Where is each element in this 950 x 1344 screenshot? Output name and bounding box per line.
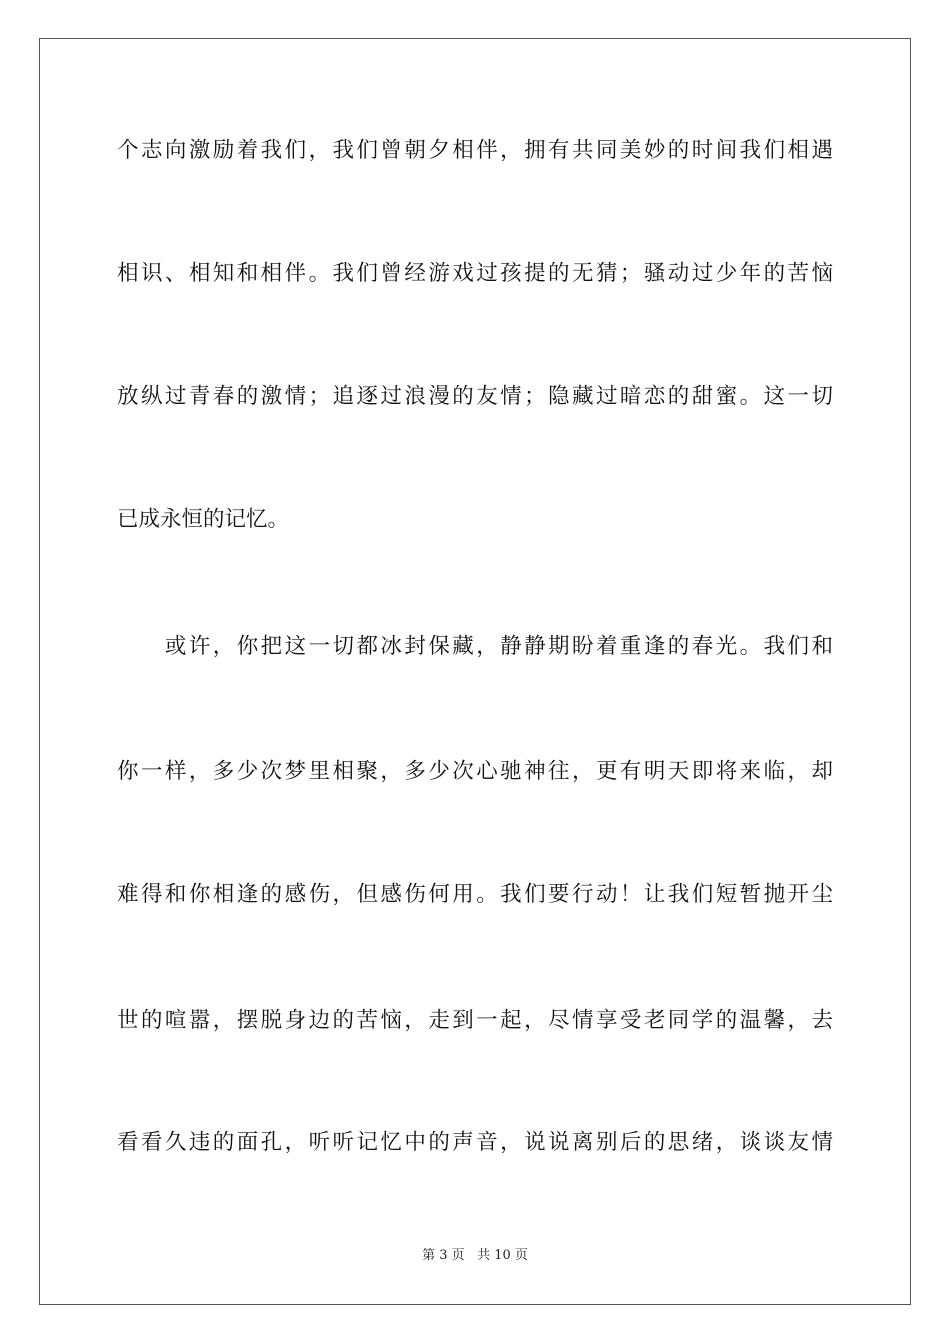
paragraph-line-4: 已成永恒的记忆。 [117,507,290,532]
paragraph-line-7: 难得和你相逢的感伤，但感伤何用。我们要行动！让我们短暂抛开尘 [117,882,833,907]
paragraph-line-3: 放纵过青春的激情；追逐过浪漫的友情；隐藏过暗恋的甜蜜。这一切 [117,384,833,409]
paragraph-line-6: 你一样，多少次梦里相聚，多少次心驰神往，更有明天即将来临，却 [117,759,833,784]
paragraph-line-8: 世的喧嚣，摆脱身边的苦恼，走到一起，尽情享受老同学的温馨，去 [117,1008,833,1033]
paragraph-line-9: 看看久违的面孔，听听记忆中的声音，说说离别后的思绪，谈谈友情 [117,1130,833,1155]
paragraph-line-2: 相识、相知和相伴。我们曾经游戏过孩提的无猜；骚动过少年的苦恼 [117,261,833,286]
paragraph-line-5: 或许，你把这一切都冰封保藏，静静期盼着重逢的春光。我们和 [117,634,833,659]
page-footer [0,1247,950,1265]
paragraph-line-1: 个志向激励着我们，我们曾朝夕相伴，拥有共同美妙的时间我们相遇 [117,138,833,163]
page-border [39,38,911,1305]
page-total: 共 10 页 [477,1248,528,1263]
page-number: 第 3 页 [422,1248,465,1263]
